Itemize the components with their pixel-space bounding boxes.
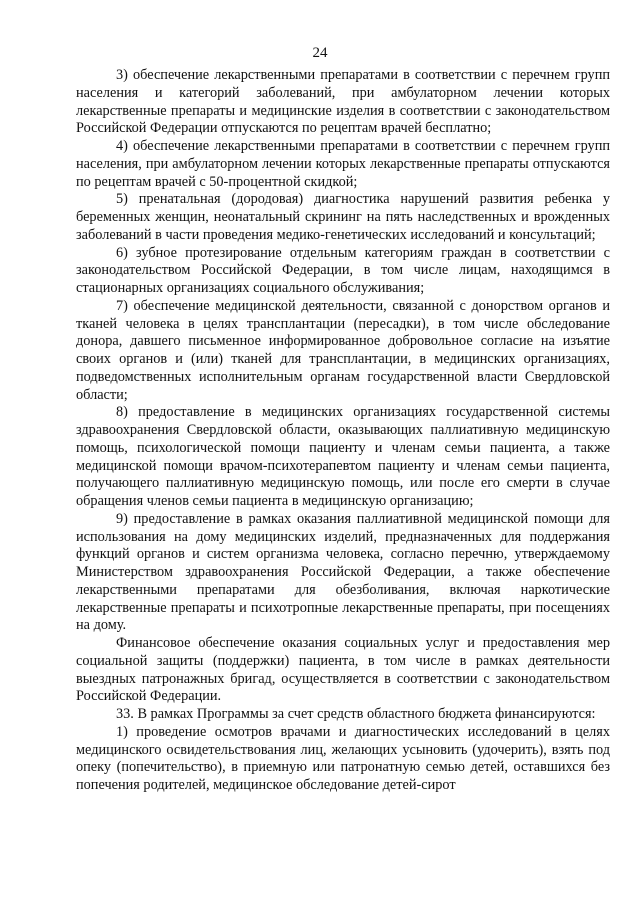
paragraph-item-5: 5) пренатальная (дородовая) диагностика нарушений развития ребенка у беременных женщин, неонатальный скрининг на пять наследственных и врожденных заболеваний в части проведения медико-генетических исследований и консультаций; <box>76 191 610 243</box>
page-number: 24 <box>312 45 328 61</box>
paragraph-section-33: 33. В рамках Программы за счет средств областного бюджета финансируются: <box>116 706 596 722</box>
paragraph-item-6: 6) зубное протезирование отдельным категориям граждан в соответствии с законодательством Российской Федерации, в том числе лицам, находящимся в стационарных организациях социального обслуживания; <box>76 244 610 296</box>
paragraph-item-7: 7) обеспечение медицинской деятельности, связанной с донорством органов и тканей человека в целях трансплантации (пересадки), в том числе обследование донора, давшего письменное информированное добровольное согласие на изъятие своих органов и (или) тканей для трансплантации, в медицинских организациях, подведомственных исполнительным органам государственной власти Свердловской области; <box>76 297 610 403</box>
paragraph-item-8: 8) предоставление в медицинских организациях государственной системы здравоохранения Свердловской области, оказывающих паллиативную медицинскую помощь, психологической помощи пациенту и членам семьи пациента, а также медицинской помощи врачом-психотерапевтом пациенту и членам семьи пациента, получающего паллиативную медицинскую помощь, или после его смерти в случае обращения членов семьи пациента в медицинскую организацию; <box>76 404 610 509</box>
paragraph-financing: Финансовое обеспечение оказания социальных услуг и предоставления мер социальной защиты (поддержки) пациента, в том числе в рамках деятельности выездных патронажных бригад, осуществляется в соответствии с законодательством Российской Федерации. <box>76 635 610 705</box>
document-body <box>76 67 610 795</box>
paragraph-item-3: 3) обеспечение лекарственными препаратами в соответствии с перечнем групп населения и категорий заболеваний, при амбулаторном лечении которых лекарственные препараты и медицинские изделия в соответствии с законодательством Российской Федерации отпускаются по рецептам врачей бесплатно; <box>76 67 610 137</box>
paragraph-item-4: 4) обеспечение лекарственными препаратами в соответствии с перечнем групп населения, при амбулаторном лечении которых лекарственные препараты отпускаются по рецептам врачей с 50-процентной скидкой; <box>76 138 610 190</box>
paragraph-item-9: 9) предоставление в рамках оказания паллиативной медицинской помощи для использования на дому медицинских изделий, предназначенных для поддержания функций органов и систем организма человека, согласно перечню, утверждаемому Министерством здравоохранения Российской Федерации, а также обеспечение лекарственными препаратами для обезболивания, включая наркотические лекарственные препараты и психотропные лекарственные препараты, при посещениях на дому. <box>76 510 610 634</box>
paragraph-section-33-item-1: 1) проведение осмотров врачами и диагностических исследований в целях медицинского освидетельствования лиц, желающих усыновить (удочерить), взять под опеку (попечительство), в приемную или патронатную семью детей, оставшихся без попечения родителей, медицинское обследование детей-сирот <box>76 723 610 793</box>
